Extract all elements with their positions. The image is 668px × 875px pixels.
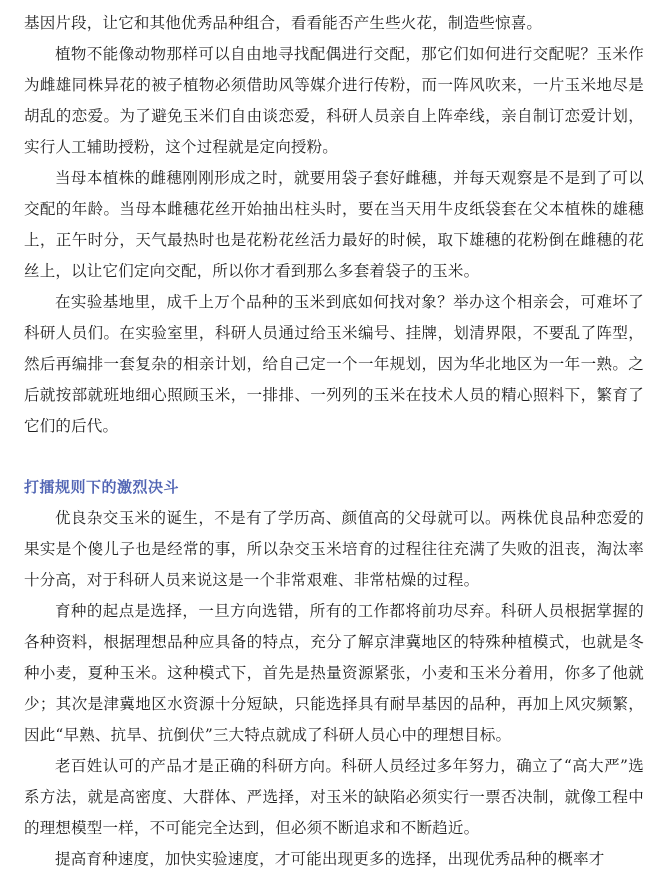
- paragraph-pollination: 植物不能像动物那样可以自由地寻找配偶进行交配，那它们如何进行交配呢？玉米作为雌雄同株异花的被子植物必须借助风等媒介进行传粉，而一阵风吹来，一片玉米地尽是胡乱的恋爱。为了避免玉米们自由谈恋爱，科研人员亲自上阵牵线，亲自制订恋爱计划，实行人工辅助授粉，这个过程就是定向授粉。: [24, 45, 644, 156]
- section-gap: [24, 442, 644, 472]
- paragraph-continuation: 基因片段，让它和其他优秀品种组合，看看能否产生些火花，制造些惊喜。: [24, 14, 543, 32]
- paragraph-experiment-base: 在实验基地里，成千上万个品种的玉米到底如何找对象？举办这个相亲会，可难坏了科研人员们。在实验室里，科研人员通过给玉米编号、挂牌，划清界限，不要乱了阵型，然后再编排一套复杂的相亲计划，给自己定一个一年规划，因为华北地区为一年一熟。之后就按部就班地细心照顾玉米，一排排、一列列的玉米在技术人员的精心照料下，繁育了它们的后代。: [24, 293, 644, 435]
- paragraph-hybrid-birth: 优良杂交玉米的诞生，不是有了学历高、颜值高的父母就可以。两株优良品种恋爱的果实是个傻儿子也是经常的事，所以杂交玉米培育的过程往往充满了失败的沮丧，淘汰率十分高，对于科研人员来说这是一个非常艰难、非常枯燥的过程。: [24, 509, 644, 589]
- paragraph-research-direction: 老百姓认可的产品才是正确的科研方向。科研人员经过多年努力，确立了“高大严”选系方法，就是高密度、大群体、严选择，对玉米的缺陷必须实行一票否决制，就像工程中的理想模型一样，不可能完全达到，但必须不断追求和不断趋近。: [24, 757, 644, 837]
- section-heading: 打擂规则下的激烈决斗: [24, 478, 180, 496]
- paragraph-bagging: 当母本植株的雌穗刚刚形成之时，就要用袋子套好雌穗，并每天观察是不是到了可以交配的年龄。当母本雌穗花丝开始抽出柱头时，要在当天用牛皮纸袋套在父本植株的雄穗上，正午时分，天气最热时也是花粉花丝活力最好的时候，取下雄穗的花粉倒在雌穗的花丝上，以让它们定向交配，所以你才看到那么多套着袋子的玉米。: [24, 169, 644, 280]
- paragraph-selection: 育种的起点是选择，一旦方向选错，所有的工作都将前功尽弃。科研人员根据掌握的各种资料，根据理想品种应具备的特点，充分了解京津冀地区的特殊种植模式，也就是冬种小麦，夏种玉米。这种模式下，首先是热量资源紧张，小麦和玉米分着用，你多了他就少；其次是津冀地区水资源十分短缺，只能选择具有耐旱基因的品种，再加上风灾频繁，因此“早熟、抗旱、抗倒伏”三大特点就成了科研人员心中的理想目标。: [24, 602, 644, 744]
- paragraph-breeding-speed: 提高育种速度，加快实验速度，才可能出现更多的选择，出现优秀品种的概率才: [55, 850, 605, 868]
